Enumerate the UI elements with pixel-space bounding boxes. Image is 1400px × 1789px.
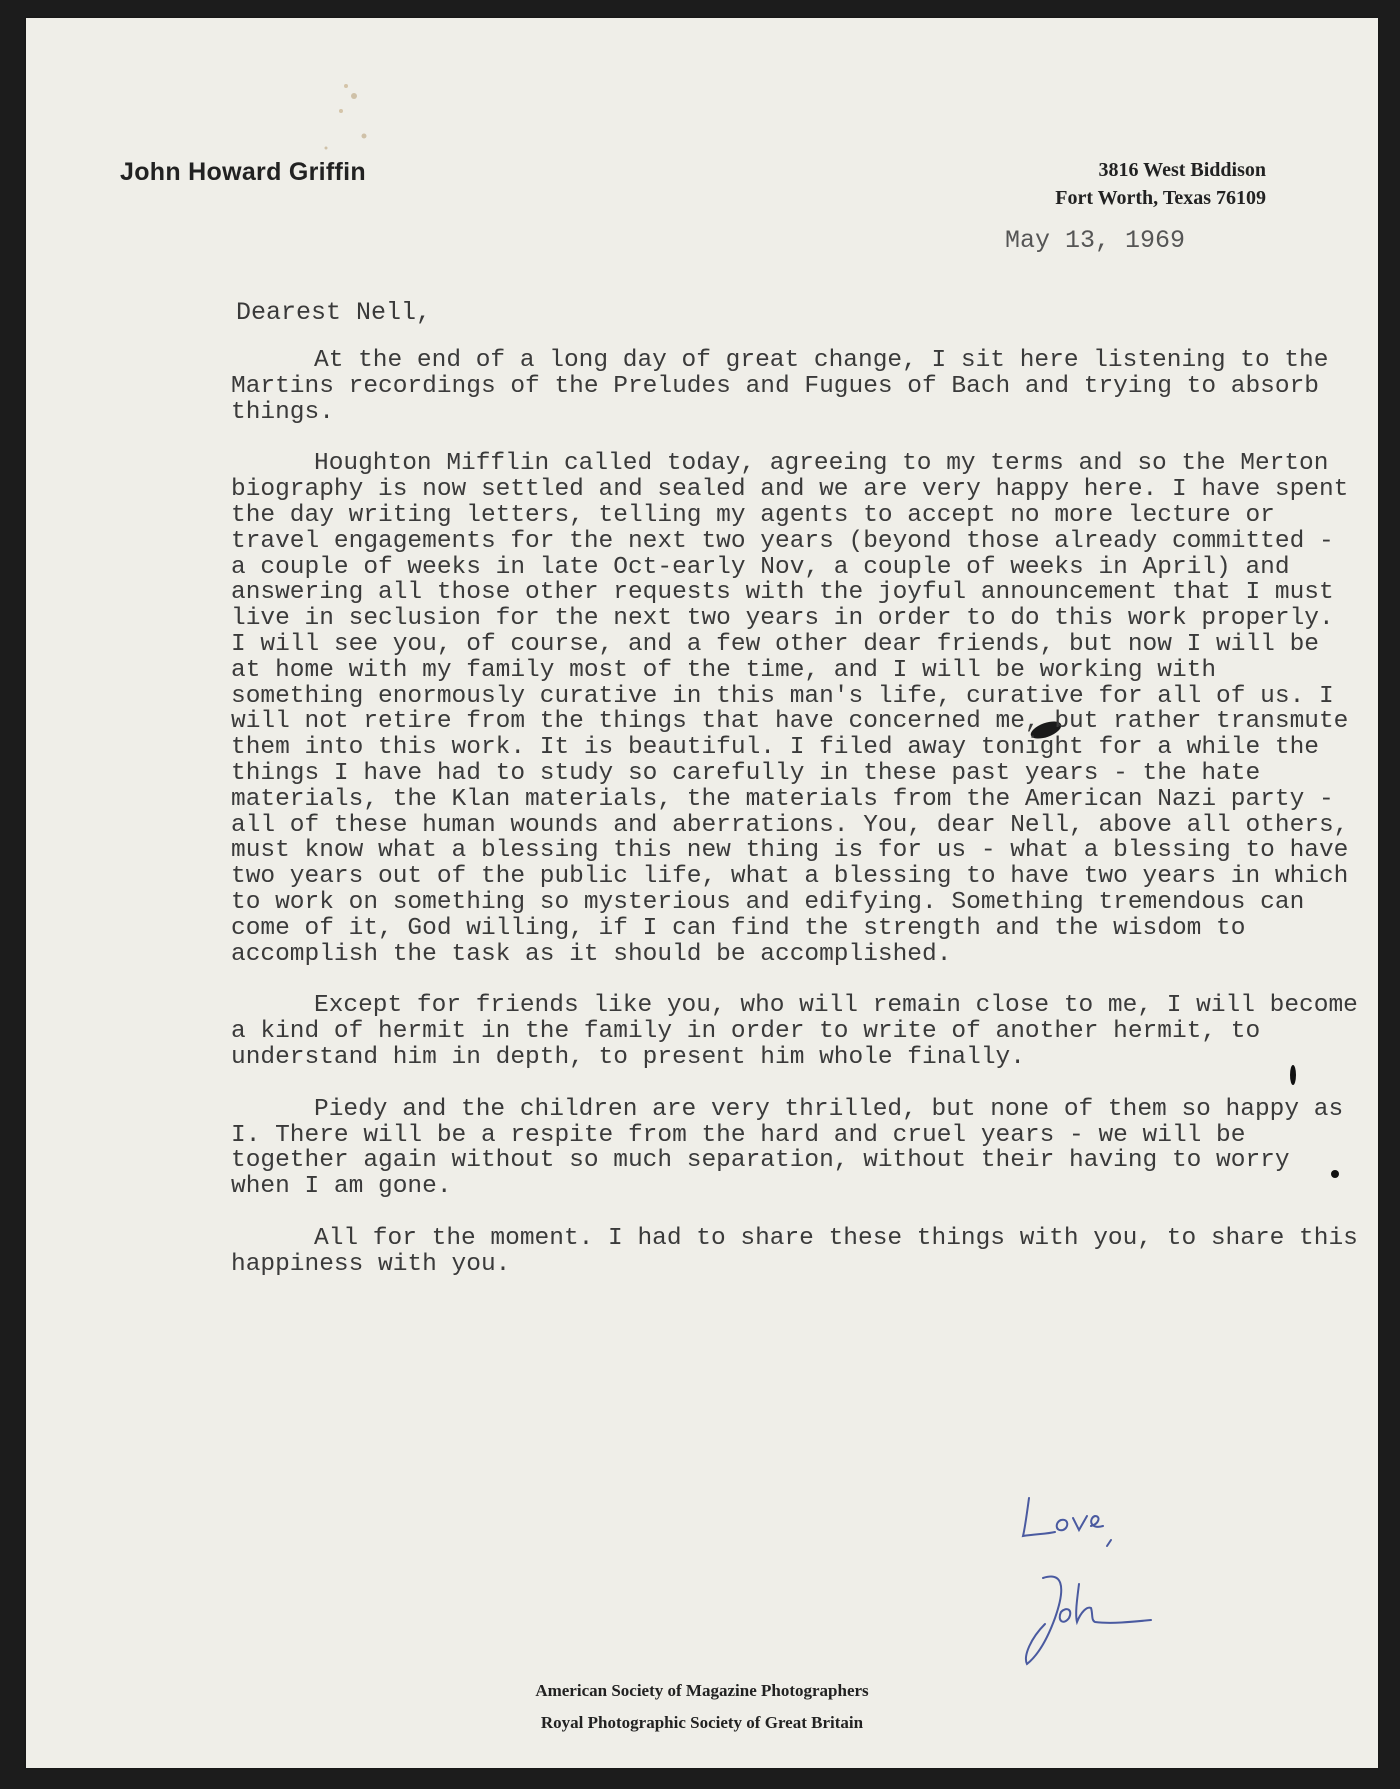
letterhead-address (1055, 156, 1266, 212)
handwritten-love (1023, 1498, 1111, 1546)
paragraph-3: Except for friends like you, who will remain close to me, I will become a kind of hermit in the family in order to write of another hermit, to understand him in depth, to present him whole finally. (231, 992, 1358, 1071)
address-line-2: Fort Worth, Texas 76109 (1055, 187, 1266, 209)
letter-date: May 13, 1969 (1005, 226, 1186, 255)
letter-page (26, 18, 1378, 1768)
paragraph-5: All for the moment. I had to share these things with you, to share this happiness with you. (231, 1224, 1358, 1278)
letterhead-footer (26, 1675, 1378, 1739)
salutation: Dearest Nell, (236, 298, 432, 327)
footer-line-1: American Society of Magazine Photographers (535, 1681, 869, 1700)
paragraph-1: At the end of a long day of great change, I sit here listening to the Martins recordings of the Preludes and Fugues of Bach and trying to absorb things. (231, 347, 1329, 426)
address-line-1: 3816 West Biddison (1098, 159, 1266, 181)
paper-stain-decoration (316, 66, 386, 156)
letterhead-name: John Howard Griffin (120, 158, 366, 186)
handwritten-signature-john (1026, 1577, 1151, 1664)
handwritten-closing-and-signature (1021, 1488, 1181, 1698)
paragraph-4: Piedy and the children are very thrilled, but none of them so happy as I. There will be a respite from the hard and cruel years - we will be together again without so much separation, without their having to worry when I am gone. (231, 1095, 1344, 1201)
paragraph-2: Houghton Mifflin called today, agreeing to my terms and so the Merton biography is now settled and sealed and we are very happy here. I have spent the day writing letters, telling my agents to accept no more lecture or travel engagements for the next two years (beyond those already committed - a couple of weeks in late Oct-early Nov, a couple of weeks in April) and answering all those other requests with the joyful announcement that I must live in seclusion for the next two years in order to do this work properly. I will see you, of course, and a few other dear friends, but now I will be at home with my family most of the time, and I will be working with something enormously curative in this man's life, curative for all of us. I will not retire from the things that have concerned me, but rather transmute them into this work. It is beautiful. I filed away tonight for a while the things I have had to study so carefully in these past years - the hate materials, the Klan materials, the materials from the American Nazi party - all of these human wounds and aberrations. You, dear Nell, above all others, must know what a blessing this new thing is for us - what a blessing to have two years out of the public life, what a blessing to have two years in which to work on something so mysterious and edifying. Something tremendous can come of it, God willing, if I can find the strength and the wisdom to accomplish the task as it should be accomplished. (231, 450, 1349, 968)
footer-line-2: Royal Photographic Society of Great Britain (540, 1713, 864, 1732)
letter-body (231, 348, 1361, 1304)
